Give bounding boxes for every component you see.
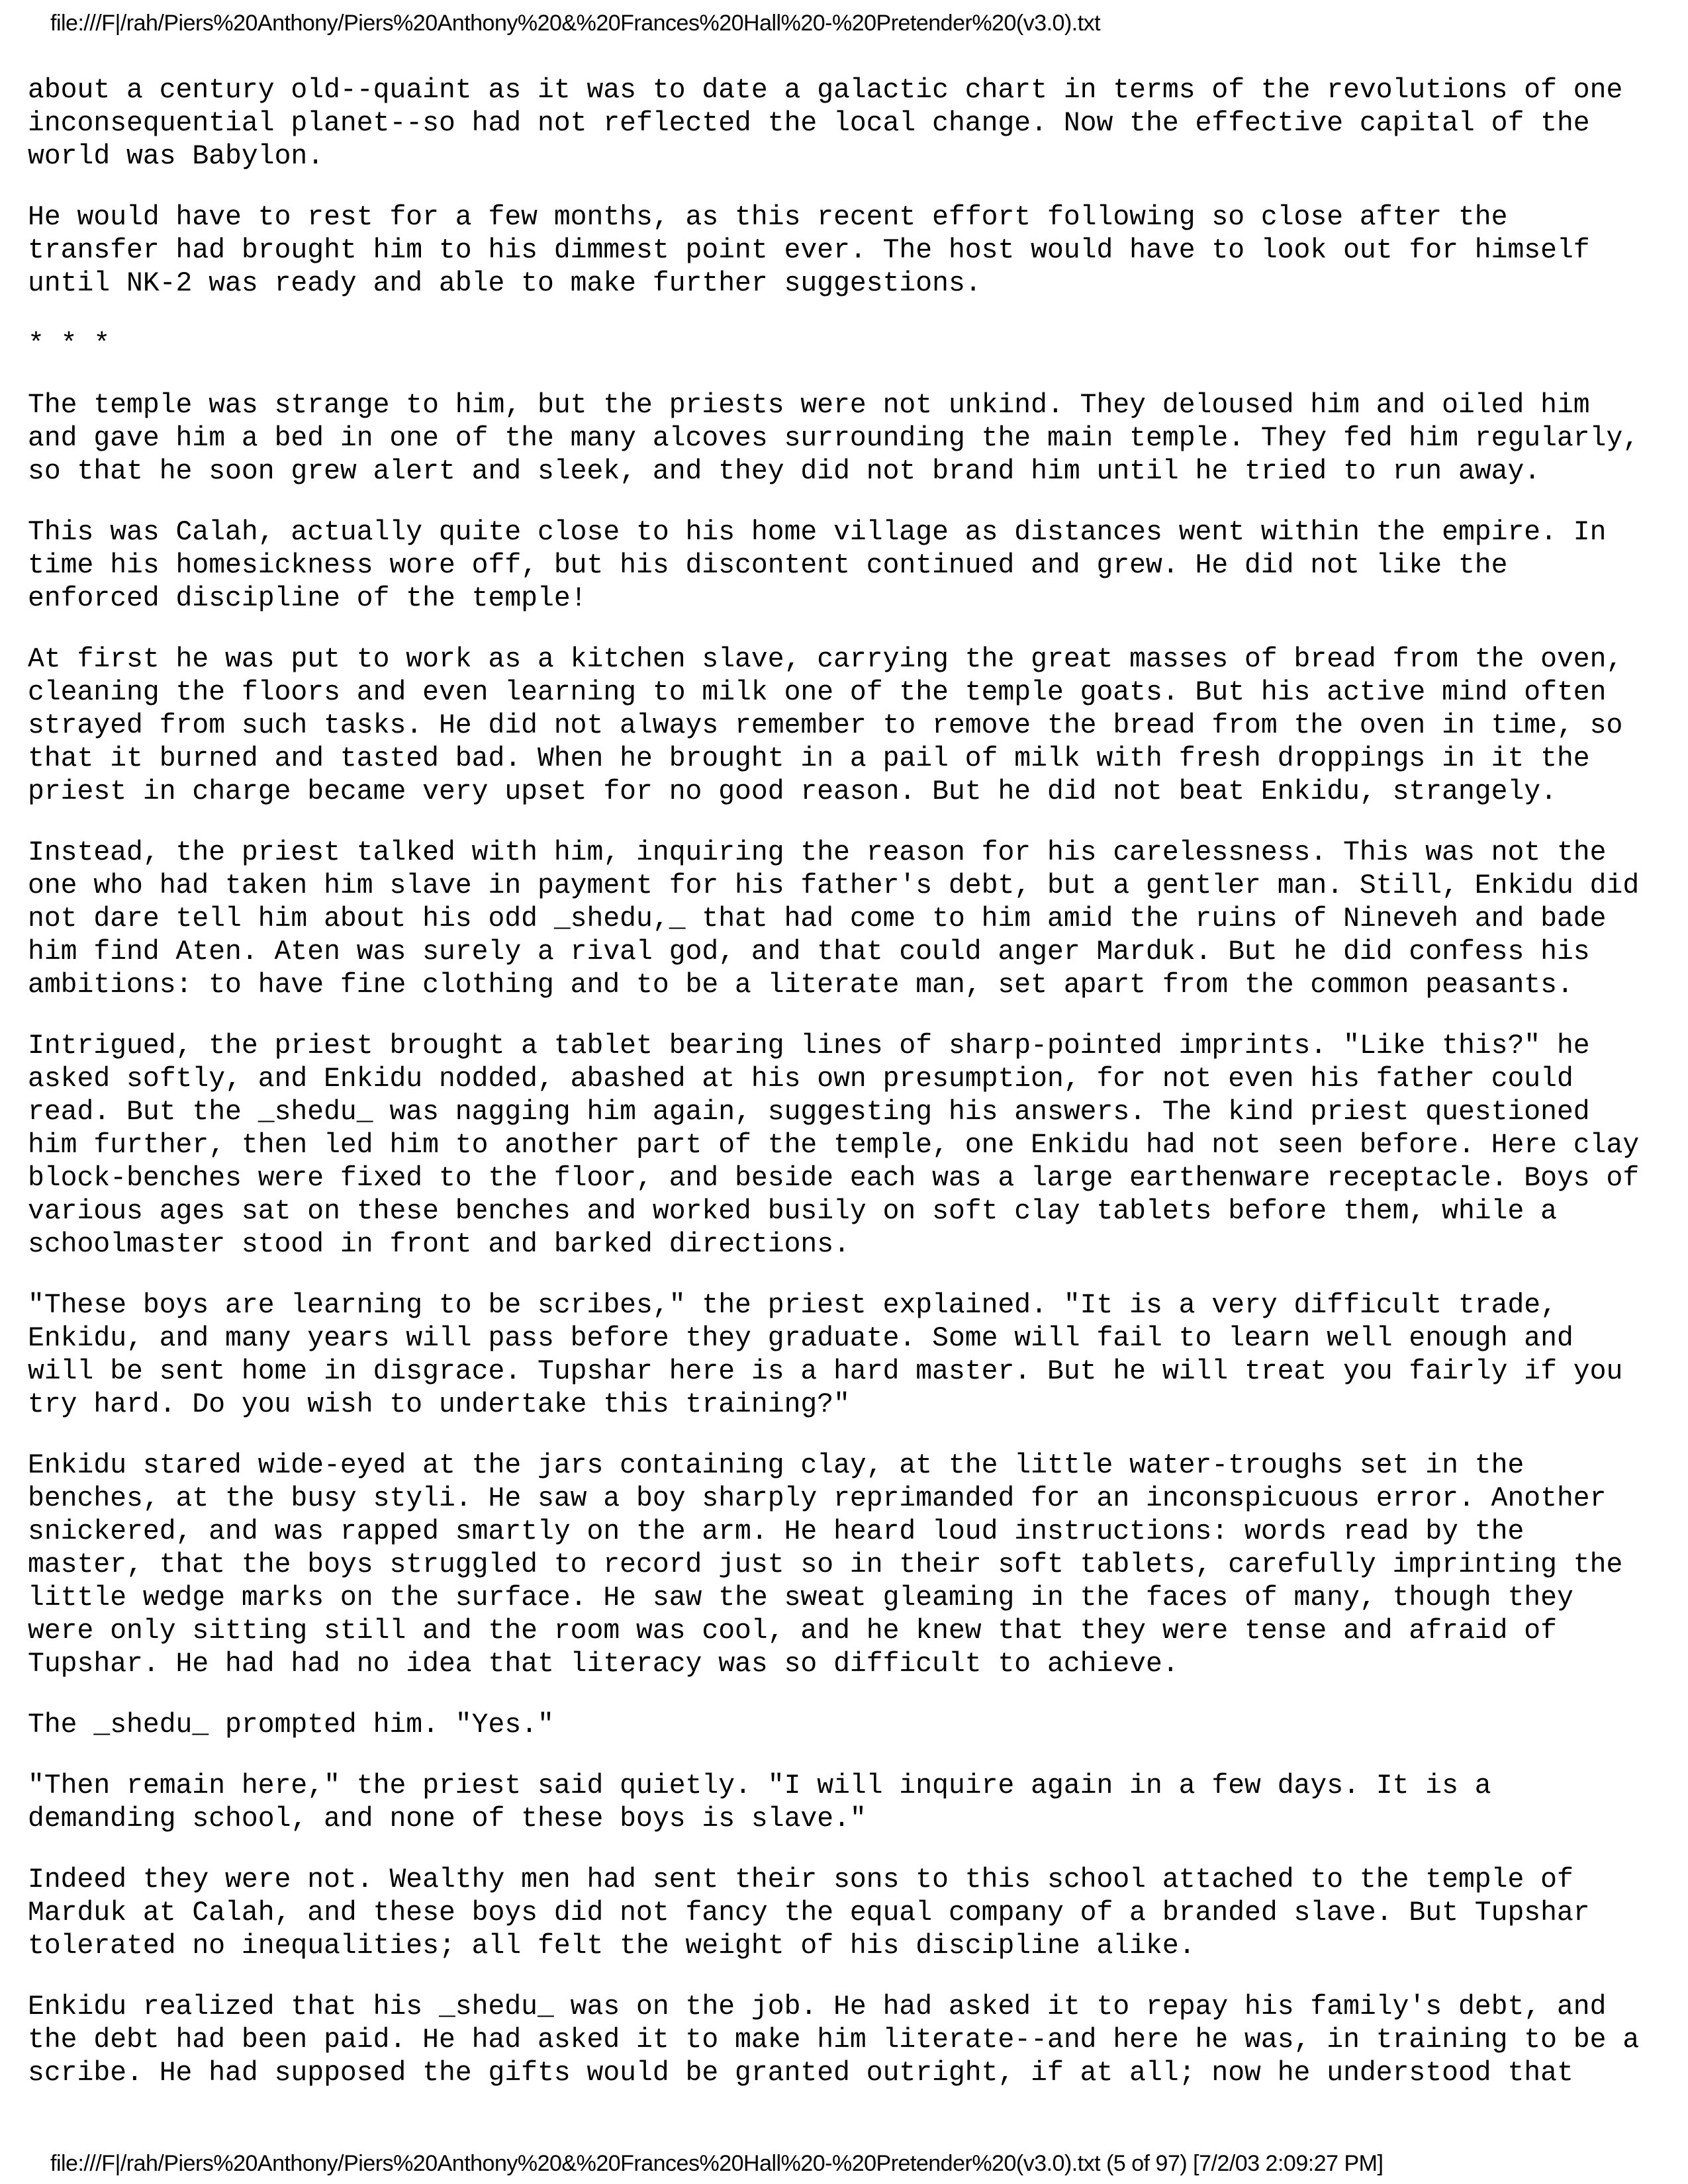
paragraph: At first he was put to work as a kitchen slave, carrying the great masses of bread from the oven, cleaning the floors and even learning to milk one of the temple goats. But his active mind often strayed from such tasks. He did not always remember to remove the bread from the oven in time, so that it burned and tasted bad. When he brought in a pail of milk with fresh droppings in it the priest in charge became very upset for no good reason. But he did not beat Enkidu, strangely. [28, 645, 1623, 807]
paragraph: Instead, the priest talked with him, inquiring the reason for his carelessness. This was not the one who had taken him slave in payment for his father's debt, but a gentler man. Still, Enkidu did not dare tell him about his odd _shedu,_ that had come to him amid the ruins of Nineveh and bade him find Aten. Aten was surely a rival god, and that could anger Marduk. But he did confess his ambitions: to have fine clothing and to be a literate man, set apart from the common peasants. [28, 838, 1640, 1001]
paragraph: Enkidu realized that his _shedu_ was on the job. He had asked it to repay his family's debt, and the debt had been paid. He had asked it to make him literate--and here he was, in training to be a scribe. He had supposed the gifts would be granted outright, if at all; now he understood that [28, 1992, 1640, 2089]
paragraph: The temple was strange to him, but the priests were not unkind. They deloused him and oiled him and gave him a bed in one of the many alcoves surrounding the main temple. They fed him regularly, so that he soon grew alert and sleek, and they did not brand him until he tried to run away. [28, 390, 1640, 487]
section-break: * * * [28, 330, 111, 360]
paragraph: The _shedu_ prompted him. "Yes." [28, 1710, 554, 1741]
page-header-url: file:///F|/rah/Piers%20Anthony/Piers%20Anthony%20&%20Frances%20Hall%20-%20Pretender%20(v3.0).txt [50, 11, 1101, 36]
paragraph: Enkidu stared wide-eyed at the jars containing clay, at the little water-troughs set in the benches, at the busy styli. He saw a boy sharply reprimanded for an inconspicuous error. Another snickered, and was rapped smartly on the arm. He heard loud instructions: words read by the master, that the boys struggled to record just so in their soft tablets, carefully imprinting the little wedge marks on the surface. He saw the sweat gleaming in the faces of many, though they were only sitting still and the room was cool, and he knew that they were tense and afraid of Tupshar. He had had no idea that literacy was so difficult to achieve. [28, 1451, 1623, 1680]
page-footer: file:///F|/rah/Piers%20Anthony/Piers%20Anthony%20&%20Frances%20Hall%20-%20Pretender%20(v3.0).txt (5 of 97) [7/2/03 2:09:27 PM] [50, 2151, 1383, 2176]
paragraph: Intrigued, the priest brought a tablet bearing lines of sharp-pointed imprints. "Like this?" he asked softly, and Enkidu nodded, abashed at his own presumption, for not even his father could read. But the _shedu_ was nagging him again, suggesting his answers. The kind priest questioned him further, then led him to another part of the temple, one Enkidu had not seen before. Here clay block-benches were fixed to the floor, and beside each was a large earthenware receptacle. Boys of various ages sat on these benches and worked busily on soft clay tablets before them, while a schoolmaster stood in front and barked directions. [28, 1031, 1640, 1260]
document-body [28, 74, 1663, 2118]
paragraph: "Then remain here," the priest said quietly. "I will inquire again in a few days. It is a demanding school, and none of these boys is slave." [28, 1771, 1491, 1835]
paragraph: He would have to rest for a few months, as this recent effort following so close after the transfer had brought him to his dimmest point ever. The host would have to look out for himself until NK-2 was ready and able to make further suggestions. [28, 203, 1590, 299]
paragraph: about a century old--quaint as it was to date a galactic chart in terms of the revolutions of one inconsequential planet--so had not reflected the local change. Now the effective capital of the world was Babylon. [28, 75, 1623, 172]
paragraph: Indeed they were not. Wealthy men had sent their sons to this school attached to the temple of Marduk at Calah, and these boys did not fancy the equal company of a branded slave. But Tupshar tolerated no inequalities; all felt the weight of his discipline alike. [28, 1865, 1590, 1962]
paragraph: This was Calah, actually quite close to his home village as distances went within the empire. In time his homesickness wore off, but his discontent continued and grew. He did not like the enforced discipline of the temple! [28, 518, 1607, 614]
paragraph: "These boys are learning to be scribes," the priest explained. "It is a very difficult trade, Enkidu, and many years will pass before they graduate. Some will fail to learn well enough and will be sent home in disgrace. Tupshar here is a hard master. But he will treat you fairly if you try hard. Do you wish to undertake this training?" [28, 1291, 1623, 1420]
